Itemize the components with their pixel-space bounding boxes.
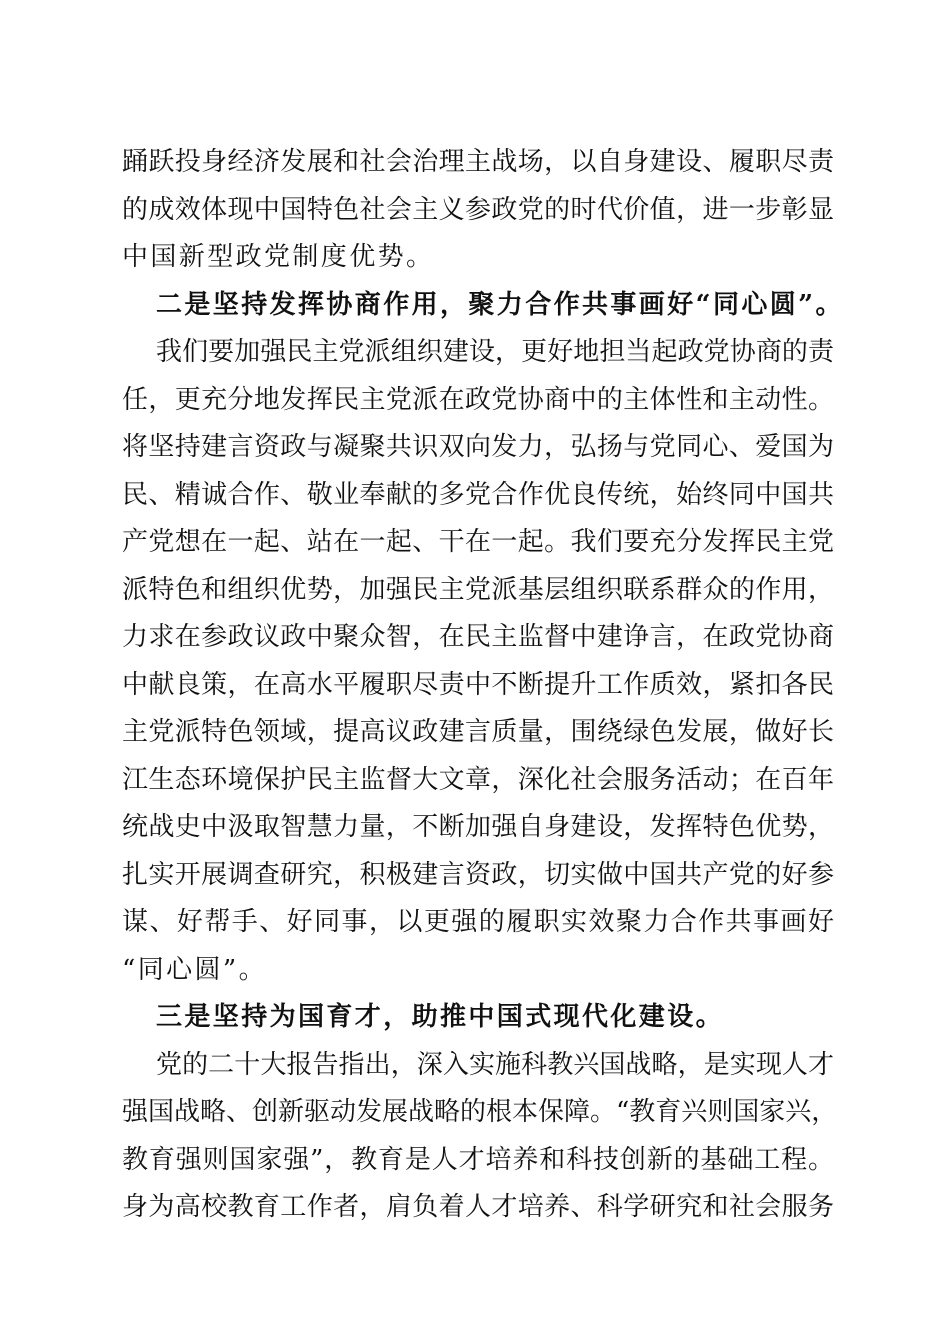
text-line: 派特色和组织优势，加强民主党派基层组织联系群众的作用， [122, 574, 834, 605]
section-heading: 三是坚持为国育才，助推中国式现代化建设。 [156, 1002, 725, 1032]
text-line: 踊跃投身经济发展和社会治理主战场，以自身建设、履职尽责 [122, 147, 834, 177]
text-line: 产党想在一起、站在一起、干在一起。我们要充分发挥民主党 [122, 527, 834, 557]
text-line: 江生态环境保护民主监督大文章，深化社会服务活动；在百年 [122, 764, 834, 795]
text-line: 中献良策，在高水平履职尽责中不断提升工作质效，紧扣各民 [122, 669, 834, 700]
text-line: 力求在参政议政中聚众智，在民主监督中建诤言，在政党协商 [122, 622, 834, 652]
text-line: 党的二十大报告指出，深入实施科教兴国战略，是实现人才 [156, 1049, 834, 1080]
text-line: 中国新型政党制度优势。 [122, 242, 435, 272]
text-line: 强国战略、创新驱动发展战略的根本保障。“教育兴则国家兴， [122, 1097, 838, 1127]
text-line: 将坚持建言资政与凝聚共识双向发力，弘扬与党同心、爱国为 [122, 432, 834, 462]
text-line: 主党派特色领域，提高议政建言质量，围绕绿色发展，做好长 [122, 717, 834, 747]
text-line: 民、精诚合作、敬业奉献的多党合作优良传统，始终同中国共 [122, 479, 834, 510]
section-heading: 二是坚持发挥协商作用，聚力合作共事画好“同心圆”。 [156, 289, 844, 320]
text-line: 任，更充分地发挥民主党派在政党协商中的主体性和主动性。 [122, 384, 834, 415]
text-line: 我们要加强民主党派组织建设，更好地担当起政党协商的责 [156, 337, 834, 367]
text-line: 的成效体现中国特色社会主义参政党的时代价值，进一步彰显 [122, 194, 834, 225]
text-line: 身为高校教育工作者，肩负着人才培养、科学研究和社会服务 [122, 1192, 834, 1222]
text-line: 谋、好帮手、好同事，以更强的履职实效聚力合作共事画好 [122, 907, 834, 937]
text-line: 教育强则国家强”，教育是人才培养和科技创新的基础工程。 [122, 1144, 834, 1175]
text-line: “同心圆”。 [122, 954, 267, 985]
body-text [122, 139, 844, 1232]
text-line: 扎实开展调查研究，积极建言资政，切实做中国共产党的好参 [122, 859, 834, 890]
text-line: 统战史中汲取智慧力量，不断加强自身建设，发挥特色优势， [122, 812, 834, 842]
